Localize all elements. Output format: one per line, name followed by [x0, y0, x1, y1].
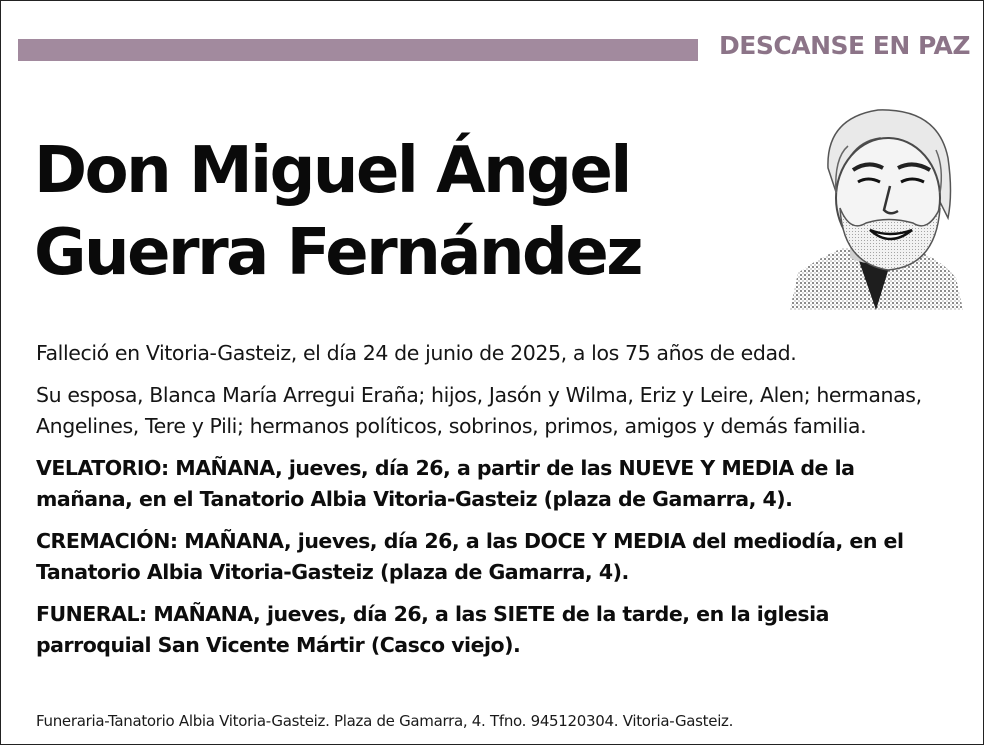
header-bar [18, 39, 698, 61]
cremacion-statement: CREMACIÓN: MAÑANA, jueves, día 26, a las DOCE Y MEDIA del mediodía, en el Tanatorio Albia Vitoria-Gasteiz (plaza de Gamarra, 4). [36, 529, 904, 584]
velatorio-statement: VELATORIO: MAÑANA, jueves, día 26, a partir de las NUEVE Y MEDIA de la mañana, en el Tanatorio Albia Vitoria-Gasteiz (plaza de Gamarra, 4). [36, 456, 855, 511]
name-line-2: Guerra Fernández [34, 216, 641, 290]
notice-body [36, 338, 941, 672]
portrait-photo-icon [788, 98, 963, 310]
name-line-1: Don Miguel Ángel [34, 134, 630, 208]
header-label: DESCANSE EN PAZ [719, 31, 970, 60]
funeral-statement: FUNERAL: MAÑANA, jueves, día 26, a las SIETE de la tarde, en la iglesia parroquial San Vicente Mártir (Casco viejo). [36, 602, 829, 657]
deceased-name [34, 130, 754, 294]
family-statement: Su esposa, Blanca María Arregui Eraña; hijos, Jasón y Wilma, Eriz y Leire, Alen; hermanas, Angelines, Tere y Pili; hermanos políticos, sobrinos, primos, amigos y demás familia. [36, 383, 922, 438]
death-statement: Falleció en Vitoria-Gasteiz, el día 24 de junio de 2025, a los 75 años de edad. [36, 341, 797, 365]
funeral-home-footer: Funeraria-Tanatorio Albia Vitoria-Gasteiz. Plaza de Gamarra, 4. Tfno. 945120304. Vitoria-Gasteiz. [36, 712, 734, 730]
